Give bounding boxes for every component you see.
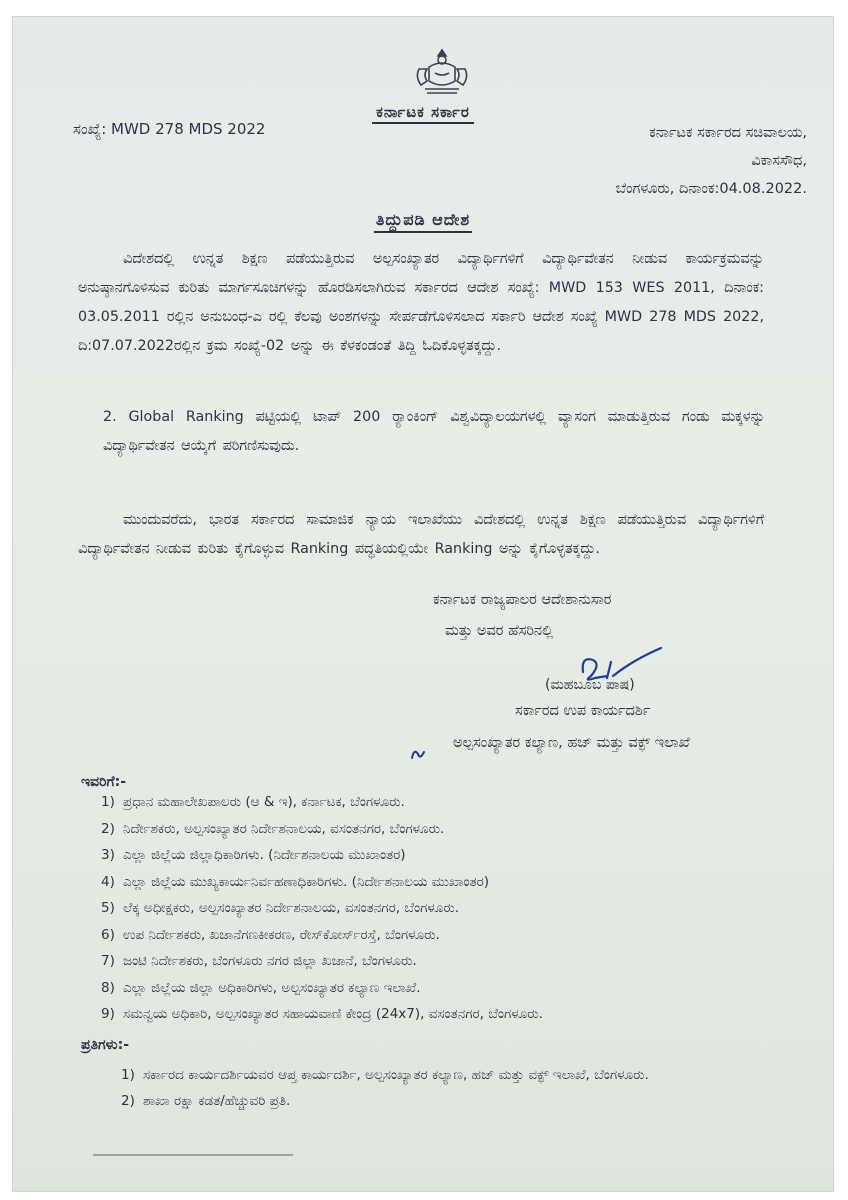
issuing-office <box>537 119 807 203</box>
list-item: 7) ಜಂಟಿ ನಿರ್ದೇಶಕರು, ಬೆಂಗಳೂರು ನಗರ ಜಿಲ್ಲಾ ಖಜಾನೆ, ಬೆಂಗಳೂರು. <box>101 953 417 969</box>
body-paragraph-3: ಮುಂದುವರೆದು, ಭಾರತ ಸರ್ಕಾರದ ಸಾಮಾಜಿಕ ನ್ಯಾಯ ಇಲಾಖೆಯು ವಿದೇಶದಲ್ಲಿ ಉನ್ನತ ಶಿಕ್ಷಣ ಪಡೆಯುತ್ತಿರುವ ವಿದ್ಯಾರ್ಥಿಗಳಿಗೆ ವಿದ್ಯಾರ್ಥಿವೇತನ ನೀಡುವ ಕುರಿತು ಕೈಗೊಳ್ಳುವ Ranking ಪದ್ಧತಿಯಲ್ಲಿಯೇ Ranking ಅನ್ನು ಕೈಗೊಳ್ಳತಕ್ಕದ್ದು. <box>78 512 764 557</box>
list-item: 2) ಶಾಖಾ ರಕ್ಷಾ ಕಡತ/ಹೆಚ್ಚುವರಿ ಪ್ರತಿ. <box>121 1093 291 1109</box>
body-paragraph-1: ವಿದೇಶದಲ್ಲಿ ಉನ್ನತ ಶಿಕ್ಷಣ ಪಡೆಯುತ್ತಿರುವ ಅಲ್ಪಸಂಖ್ಯಾತರ ವಿದ್ಯಾರ್ಥಿಗಳಿಗೆ ವಿದ್ಯಾರ್ಥಿವೇತನ ನೀಡುವ ಕಾರ್ಯಕ್ರಮವನ್ನು ಅನುಷ್ಠಾನಗೊಳಿಸುವ ಕುರಿತು ಮಾರ್ಗಸೂಚಿಗಳನ್ನು ಹೊರಡಿಸಲಾಗಿರುವ ಸರ್ಕಾರದ ಆದೇಶ ಸಂಖ್ಯೆ: MWD 153 WES 2011, ದಿನಾಂಕ: 03.05.2011 ರಲ್ಲಿನ ಅನುಬಂಧ-ಎ ರಲ್ಲಿ ಕೆಲವು ಅಂಶಗಳನ್ನು ಸೇರ್ಪಡೆಗೊಳಿಸಲಾದ ಸರ್ಕಾರಿ ಆದೇಶ ಸಂಖ್ಯೆ MWD 278 MDS 2022, ದಿ:07.07.2022ರಲ್ಲಿನ ಕ್ರಮ ಸಂಖ್ಯೆ-02 ಅನ್ನು ಈ ಕೆಳಕಂಡಂತೆ ತಿದ್ದಿ ಓದಿಕೊಳ್ಳತಕ್ಕದ್ದು. <box>78 251 764 354</box>
list-item: 9) ಸಮನ್ವಯ ಅಧಿಕಾರಿ, ಅಲ್ಪಸಂಖ್ಯಾತರ ಸಹಾಯವಾಣಿ ಕೇಂದ್ರ (24x7), ವಸಂತನಗರ, ಬೆಂಗಳೂರು. <box>101 1006 543 1022</box>
document-page <box>12 16 834 1192</box>
authority-line-2: ಮತ್ತು ಅವರ ಹೆಸರಿನಲ್ಲಿ <box>445 623 554 639</box>
recipients-label: ಇವರಿಗೆ:- <box>81 774 127 790</box>
list-item: 2) ನಿರ್ದೇಶಕರು, ಅಲ್ಪಸಂಖ್ಯಾತರ ನಿರ್ದೇಶನಾಲಯ, ವಸಂತನಗರ, ಬೆಂಗಳೂರು. <box>101 820 445 837</box>
officer-department: ಅಲ್ಪಸಂಖ್ಯಾತರ ಕಲ್ಯಾಣ, ಹಜ್ ಮತ್ತು ವಕ್ಫ್ ಇಲಾಖೆ <box>453 735 690 751</box>
list-item: 5) ಲೆಕ್ಕ ಅಧೀಕ್ಷಕರು, ಅಲ್ಪಸಂಖ್ಯಾತರ ನಿರ್ದೇಶನಾಲಯ, ವಸಂತನಗರ, ಬೆಂಗಳೂರು. <box>101 900 460 916</box>
list-item: 4) ಎಲ್ಲಾ ಜಿಲ್ಲೆಯ ಮುಖ್ಯಕಾರ್ಯನಿರ್ವಹಣಾಧಿಕಾರಿಗಳು. (ನಿರ್ದೇಶನಾಲಯ ಮುಖಾಂತರ) <box>101 873 490 890</box>
office-line: ವಿಕಾಸಸೌಧ, <box>751 153 807 169</box>
officer-name: (ಮಹಬೂಬ ಪಾಷ) <box>545 677 635 693</box>
office-line: ಕರ್ನಾಟಕ ಸರ್ಕಾರದ ಸಚಿವಾಲಯ, <box>649 125 807 141</box>
authority-line-1: ಕರ್ನಾಟಕ ರಾಜ್ಯಪಾಲರ ಆದೇಶಾನುಸಾರ <box>433 592 612 608</box>
list-item: 1) ಸರ್ಕಾರದ ಕಾರ್ಯದರ್ಶಿಯವರ ಆಪ್ತ ಕಾರ್ಯದರ್ಶಿ, ಅಲ್ಪಸಂಖ್ಯಾತರ ಕಲ್ಯಾಣ, ಹಜ್ ಮತ್ತು ವಕ್ಫ್ ಇಲಾಖೆ, ಬೆಂಗಳೂರು. <box>121 1067 649 1083</box>
copy-to-list <box>121 1062 761 1114</box>
list-item: 6) ಉಪ ನಿರ್ದೇಶಕರು, ಖಜಾನೆಗಣಕೀಕರಣ, ರೇಸ್‌ಕೋರ್ಸ್‌ರಸ್ತೆ, ಬೆಂಗಳೂರು. <box>101 926 440 943</box>
footer-rule <box>93 1154 293 1156</box>
state-emblem-icon <box>411 47 473 99</box>
copy-to-label: ಪ್ರತಿಗಳು:- <box>81 1037 130 1053</box>
government-title: ಕರ್ನಾಟಕ ಸರ್ಕಾರ <box>13 103 833 121</box>
order-number: ಸಂಖ್ಯೆ: MWD 278 MDS 2022 <box>73 120 266 138</box>
list-item: 3) ಎಲ್ಲಾ ಜಿಲ್ಲೆಯ ಜಿಲ್ಲಾಧಿಕಾರಿಗಳು. (ನಿರ್ದೇಶನಾಲಯ ಮುಖಾಂತರ) <box>101 847 406 863</box>
list-item: 1) ಪ್ರಧಾನ ಮಹಾಲೇಖಪಾಲರು (ಆ & ಇ), ಕರ್ನಾಟಕ, ಬೆಂಗಳೂರು. <box>101 794 405 810</box>
recipients-list <box>101 789 543 1028</box>
office-date-line: ಬೆಂಗಳೂರು, ದಿನಾಂಕ:04.08.2022. <box>615 181 807 197</box>
document-title: ತಿದ್ದುಪಡಿ ಆದೇಶ <box>13 210 833 230</box>
list-item: 8) ಎಲ್ಲಾ ಜಿಲ್ಲೆಯ ಜಿಲ್ಲಾ ಅಧಿಕಾರಿಗಳು, ಅಲ್ಪಸಂಖ್ಯಾತರ ಕಲ್ಯಾಣ ಇಲಾಖೆ. <box>101 979 421 996</box>
officer-designation: ಸರ್ಕಾರದ ಉಪ ಕಾರ್ಯದರ್ಶಿ <box>515 703 651 719</box>
body-paragraph-2: 2. Global Ranking ಪಟ್ಟಿಯಲ್ಲಿ ಟಾಪ್ 200 ರ್‍ಯಾಂಕಿಂಗ್ ವಿಶ್ವವಿದ್ಯಾಲಯಗಳಲ್ಲಿ ವ್ಯಾಸಂಗ ಮಾಡುತ್ತಿರುವ ಗಂಡು ಮಕ್ಕಳನ್ನು ವಿದ್ಯಾರ್ಥಿವೇತನ ಆಯ್ಕೆಗೆ ಪರಿಗಣಿಸುವುದು. <box>103 409 765 454</box>
authority-statement <box>433 585 733 647</box>
ink-mark-icon <box>408 744 428 764</box>
